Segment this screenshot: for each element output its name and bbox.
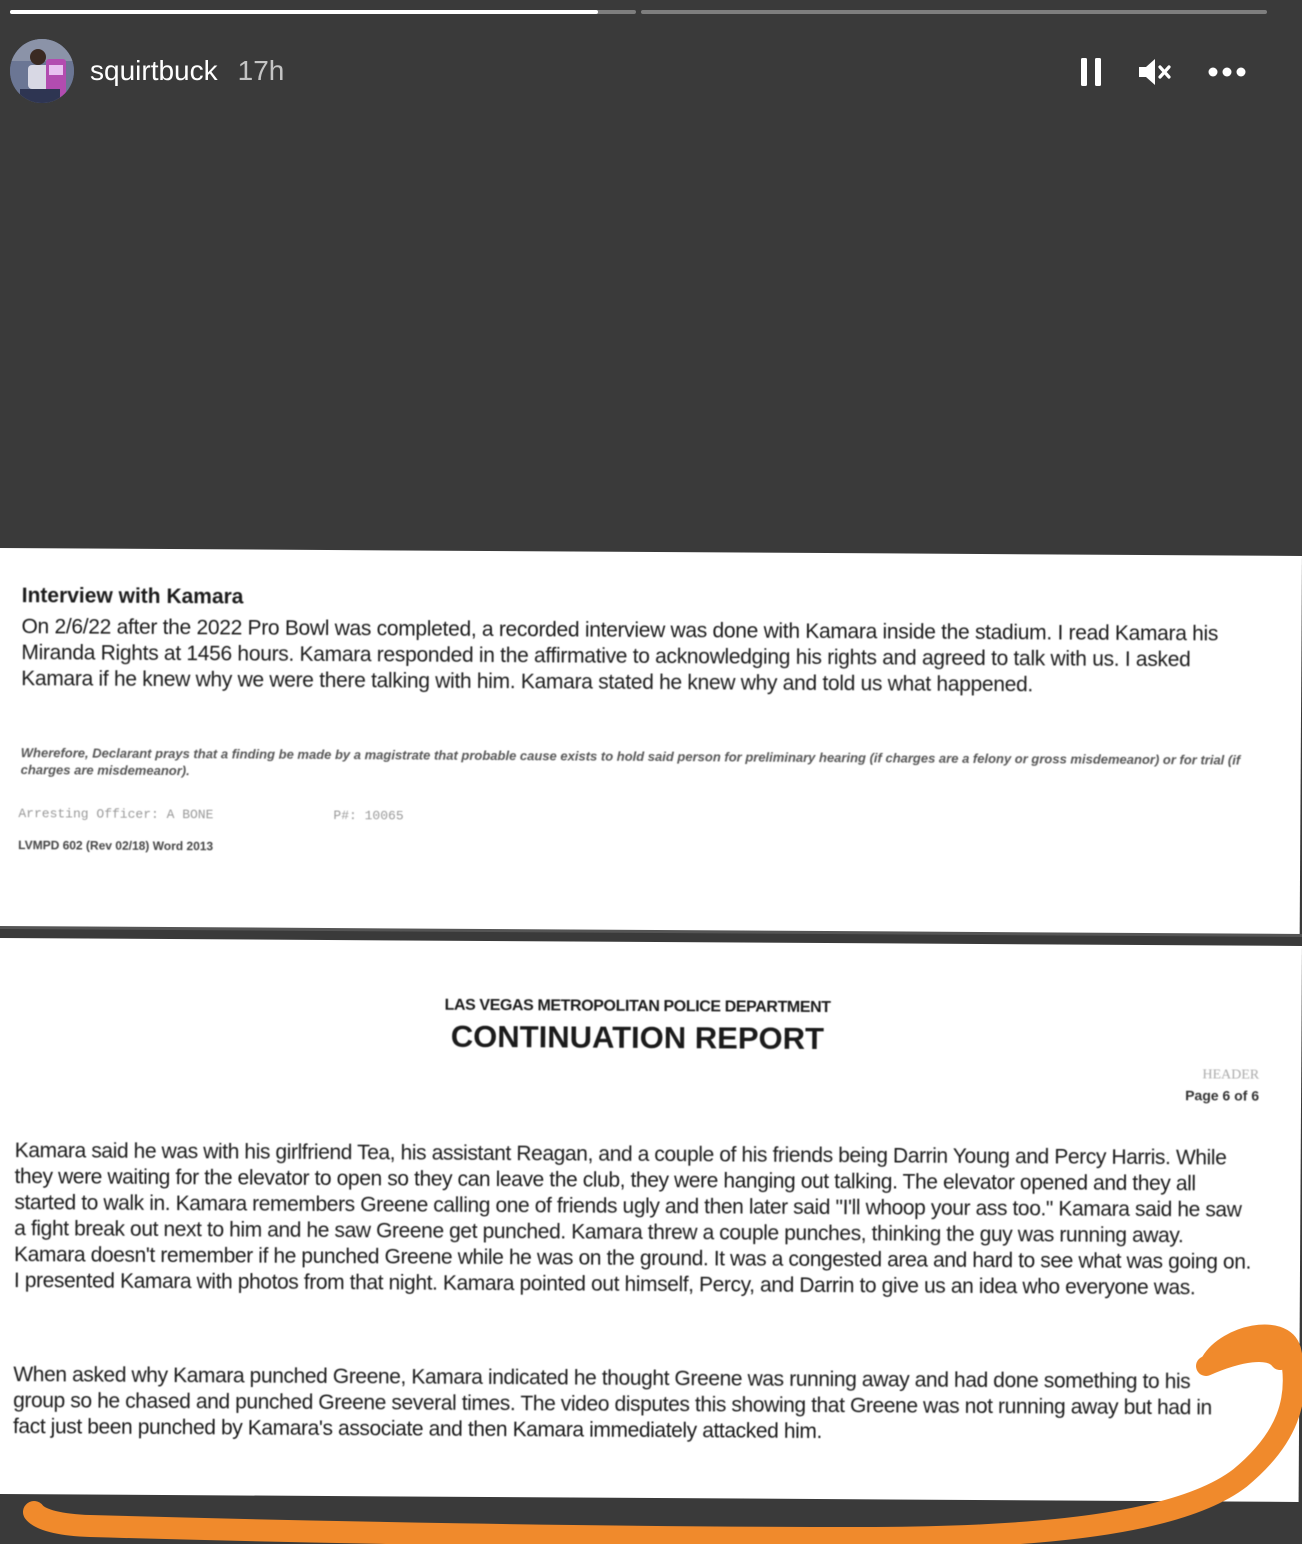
interview-heading: Interview with Kamara bbox=[21, 584, 244, 609]
department-name: LAS VEGAS METROPOLITAN POLICE DEPARTMENT bbox=[444, 996, 831, 1017]
continuation-report-page bbox=[0, 938, 1302, 1502]
arresting-officer: Arresting Officer: A BONE bbox=[18, 806, 214, 823]
continuation-report-content bbox=[0, 938, 1302, 1444]
timestamp: 17h bbox=[237, 55, 285, 86]
story-progress-fill-1 bbox=[10, 10, 598, 14]
more-options-button[interactable] bbox=[1205, 50, 1249, 94]
declarant-fine-print: Wherefore, Declarant prays that a finding be made by a magistrate that probable cause exists to hold said person for preliminary hearing (if charges are a felony or gross misdemeanor) or for trial (if charges are misdemeanor). bbox=[20, 745, 1241, 779]
pause-button[interactable] bbox=[1069, 50, 1113, 94]
officer-pn: P#: 10065 bbox=[333, 808, 404, 824]
pause-icon bbox=[1079, 56, 1103, 88]
mute-button[interactable] bbox=[1133, 50, 1177, 94]
report-title: CONTINUATION REPORT bbox=[450, 1018, 825, 1057]
avatar-image bbox=[10, 39, 74, 103]
header-label: HEADER bbox=[1202, 1067, 1260, 1083]
report-page-fragment bbox=[0, 548, 1302, 936]
more-horizontal-icon bbox=[1207, 66, 1247, 78]
report-page-fragment-content bbox=[0, 548, 1302, 854]
interview-paragraph: On 2/6/22 after the 2022 Pro Bowl was completed, a recorded interview was done with Kamara inside the stadium. I read Kamara his Miranda Rights at 1456 hours. Kamara responded in the affirmative to acknowledging his rights and agreed to talk with us. I asked Kamara if he knew why we were there talking with him. Kamara stated he knew why and told us what happened. bbox=[21, 615, 1219, 697]
arresting-officer-line bbox=[18, 806, 403, 823]
story-progress-segment-2 bbox=[641, 10, 1267, 14]
story-progress-segment-1 bbox=[10, 10, 636, 14]
report-paragraph-2: When asked why Kamara punched Greene, Kamara indicated he thought Greene was running away and had done something to his group so he chased and punched Greene several times. The video disputes this showing that Greene was not running away but had in fact just been punched by Kamara's associate and then Kamara immediately attacked him. bbox=[12, 1363, 1212, 1444]
form-number: LVMPD 602 (Rev 02/18) Word 2013 bbox=[18, 838, 214, 854]
muted-speaker-icon bbox=[1137, 56, 1173, 88]
username[interactable]: squirtbuck bbox=[90, 55, 218, 86]
page-number: Page 6 of 6 bbox=[1185, 1087, 1260, 1104]
avatar[interactable] bbox=[10, 39, 74, 103]
report-paragraph-1: Kamara said he was with his girlfriend Tea, his assistant Reagan, and a couple of his friends being Darrin Young and Percy Harris. While they were waiting for the elevator to open so they can leave the club, they were hanging out talking. The elevator opened and they all started to walk in. Kamara remembers Greene calling one of friends ugly and then later said "I'll whoop your ass too." Kamara said he saw a fight break out next to him and he saw Greene get punched. Kamara threw a couple punches, thinking the guy was running away. Kamara doesn't remember if he punched Greene while he was on the ground. It was a congested area and hard to see what was going on. I presented Kamara with photos from that night. Kamara pointed out himself, Percy, and Darrin to give us an idea who everyone was. bbox=[13, 1139, 1252, 1300]
